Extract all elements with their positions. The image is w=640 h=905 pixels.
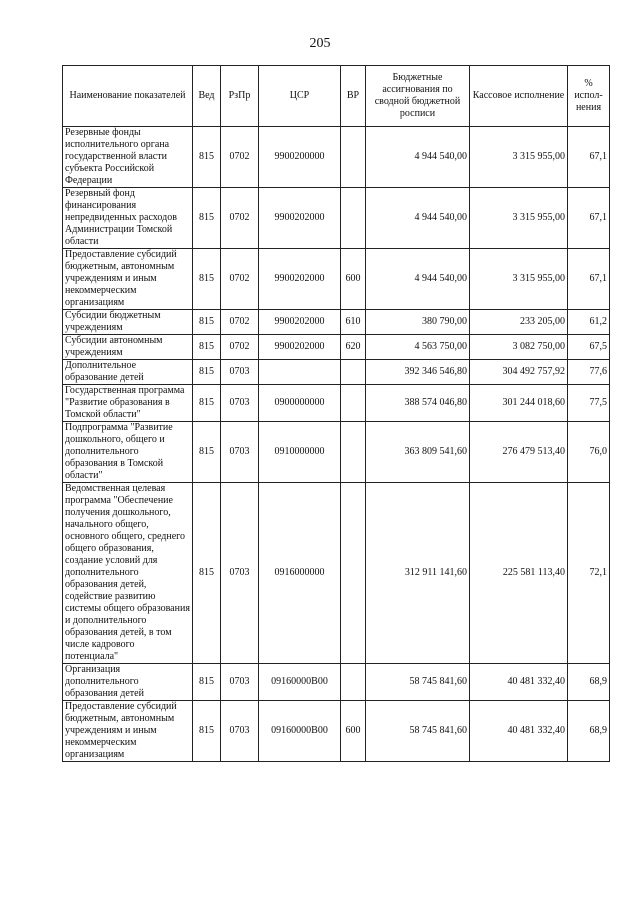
row-ved: 815 [193,188,221,249]
row-budget: 392 346 546,80 [366,360,470,385]
row-csr: 9900200000 [259,127,341,188]
row-percent: 77,6 [568,360,610,385]
row-budget: 4 563 750,00 [366,335,470,360]
row-csr: 0910000000 [259,422,341,483]
row-rzpr: 0702 [221,249,259,310]
row-vr [341,385,366,422]
row-budget: 312 911 141,60 [366,483,470,664]
row-vr [341,188,366,249]
row-percent: 76,0 [568,422,610,483]
row-vr [341,127,366,188]
row-budget: 388 574 046,80 [366,385,470,422]
row-csr: 9900202000 [259,249,341,310]
row-budget: 4 944 540,00 [366,249,470,310]
row-csr: 9900202000 [259,335,341,360]
row-cash: 3 315 955,00 [470,188,568,249]
row-csr: 09160000В00 [259,701,341,762]
row-percent: 67,1 [568,127,610,188]
row-ved: 815 [193,127,221,188]
budget-execution-table [62,65,610,762]
row-cash: 301 244 018,60 [470,385,568,422]
row-vr [341,422,366,483]
row-rzpr: 0703 [221,385,259,422]
row-name: Субсидии бюджетным учреждениям [63,310,193,335]
row-name: Дополнительное образование детей [63,360,193,385]
table-row [63,188,610,249]
row-cash: 225 581 113,40 [470,483,568,664]
row-budget: 58 745 841,60 [366,701,470,762]
row-name: Ведомственная целевая программа "Обеспечение получения дошкольного, начального общего, основного общего, среднего общего образования, создание условий для дополнительного образования детей, содействие развитию системы общего образования и дополнительного образования детей, в том числе кадрового потенциала" [63,483,193,664]
row-percent: 67,1 [568,249,610,310]
column-header-ved: Вед [193,66,221,127]
row-vr [341,483,366,664]
row-percent: 77,5 [568,385,610,422]
row-rzpr: 0702 [221,310,259,335]
column-header-cash: Кассовое исполнение [470,66,568,127]
row-cash: 40 481 332,40 [470,664,568,701]
column-header-rzpr: РзПр [221,66,259,127]
table-row [63,335,610,360]
column-header-vr: ВР [341,66,366,127]
row-name: Государственная программа "Развитие образования в Томской области" [63,385,193,422]
row-name: Подпрограмма "Развитие дошкольного, общего и дополнительного образования в Томской области" [63,422,193,483]
row-name: Субсидии автономным учреждениям [63,335,193,360]
row-rzpr: 0702 [221,335,259,360]
row-vr [341,664,366,701]
table-row [63,701,610,762]
row-cash: 40 481 332,40 [470,701,568,762]
row-budget: 4 944 540,00 [366,127,470,188]
row-csr [259,360,341,385]
row-ved: 815 [193,335,221,360]
table-row [63,422,610,483]
row-cash: 304 492 757,92 [470,360,568,385]
row-csr: 9900202000 [259,188,341,249]
row-cash: 276 479 513,40 [470,422,568,483]
row-csr: 0916000000 [259,483,341,664]
column-header-percent: % испол-нения [568,66,610,127]
row-name: Предоставление субсидий бюджетным, автономным учреждениям и иным некоммерческим организациям [63,249,193,310]
row-percent: 61,2 [568,310,610,335]
table-row [63,483,610,664]
row-vr: 610 [341,310,366,335]
row-name: Резервный фонд финансирования непредвиденных расходов Администрации Томской области [63,188,193,249]
row-ved: 815 [193,701,221,762]
row-budget: 4 944 540,00 [366,188,470,249]
row-csr: 09160000В00 [259,664,341,701]
row-vr [341,360,366,385]
row-ved: 815 [193,385,221,422]
table-header-row [63,66,610,127]
column-header-csr: ЦСР [259,66,341,127]
row-cash: 3 315 955,00 [470,127,568,188]
row-percent: 72,1 [568,483,610,664]
row-percent: 67,5 [568,335,610,360]
row-budget: 58 745 841,60 [366,664,470,701]
table-row [63,310,610,335]
table-row [63,385,610,422]
table-row [63,249,610,310]
row-vr: 620 [341,335,366,360]
row-csr: 0900000000 [259,385,341,422]
row-cash: 3 315 955,00 [470,249,568,310]
row-name: Организация дополнительного образования детей [63,664,193,701]
row-vr: 600 [341,701,366,762]
row-ved: 815 [193,664,221,701]
row-ved: 815 [193,483,221,664]
row-ved: 815 [193,249,221,310]
row-ved: 815 [193,422,221,483]
row-cash: 3 082 750,00 [470,335,568,360]
row-rzpr: 0702 [221,127,259,188]
table-row [63,664,610,701]
row-name: Предоставление субсидий бюджетным, автономным учреждениям и иным некоммерческим организациям [63,701,193,762]
row-rzpr: 0703 [221,360,259,385]
table-row [63,127,610,188]
row-rzpr: 0703 [221,664,259,701]
row-percent: 68,9 [568,664,610,701]
row-ved: 815 [193,360,221,385]
row-cash: 233 205,00 [470,310,568,335]
row-rzpr: 0703 [221,701,259,762]
column-header-name: Наименование показателей [63,66,193,127]
row-rzpr: 0702 [221,188,259,249]
row-vr: 600 [341,249,366,310]
row-rzpr: 0703 [221,422,259,483]
row-csr: 9900202000 [259,310,341,335]
row-name: Резервные фонды исполнительного органа государственной власти субъекта Российской Федерации [63,127,193,188]
row-ved: 815 [193,310,221,335]
row-percent: 67,1 [568,188,610,249]
table-row [63,360,610,385]
row-budget: 363 809 541,60 [366,422,470,483]
page-number: 205 [309,36,331,51]
row-rzpr: 0703 [221,483,259,664]
row-budget: 380 790,00 [366,310,470,335]
row-percent: 68,9 [568,701,610,762]
column-header-budget: Бюджетные ассигнования по сводной бюджетной росписи [366,66,470,127]
